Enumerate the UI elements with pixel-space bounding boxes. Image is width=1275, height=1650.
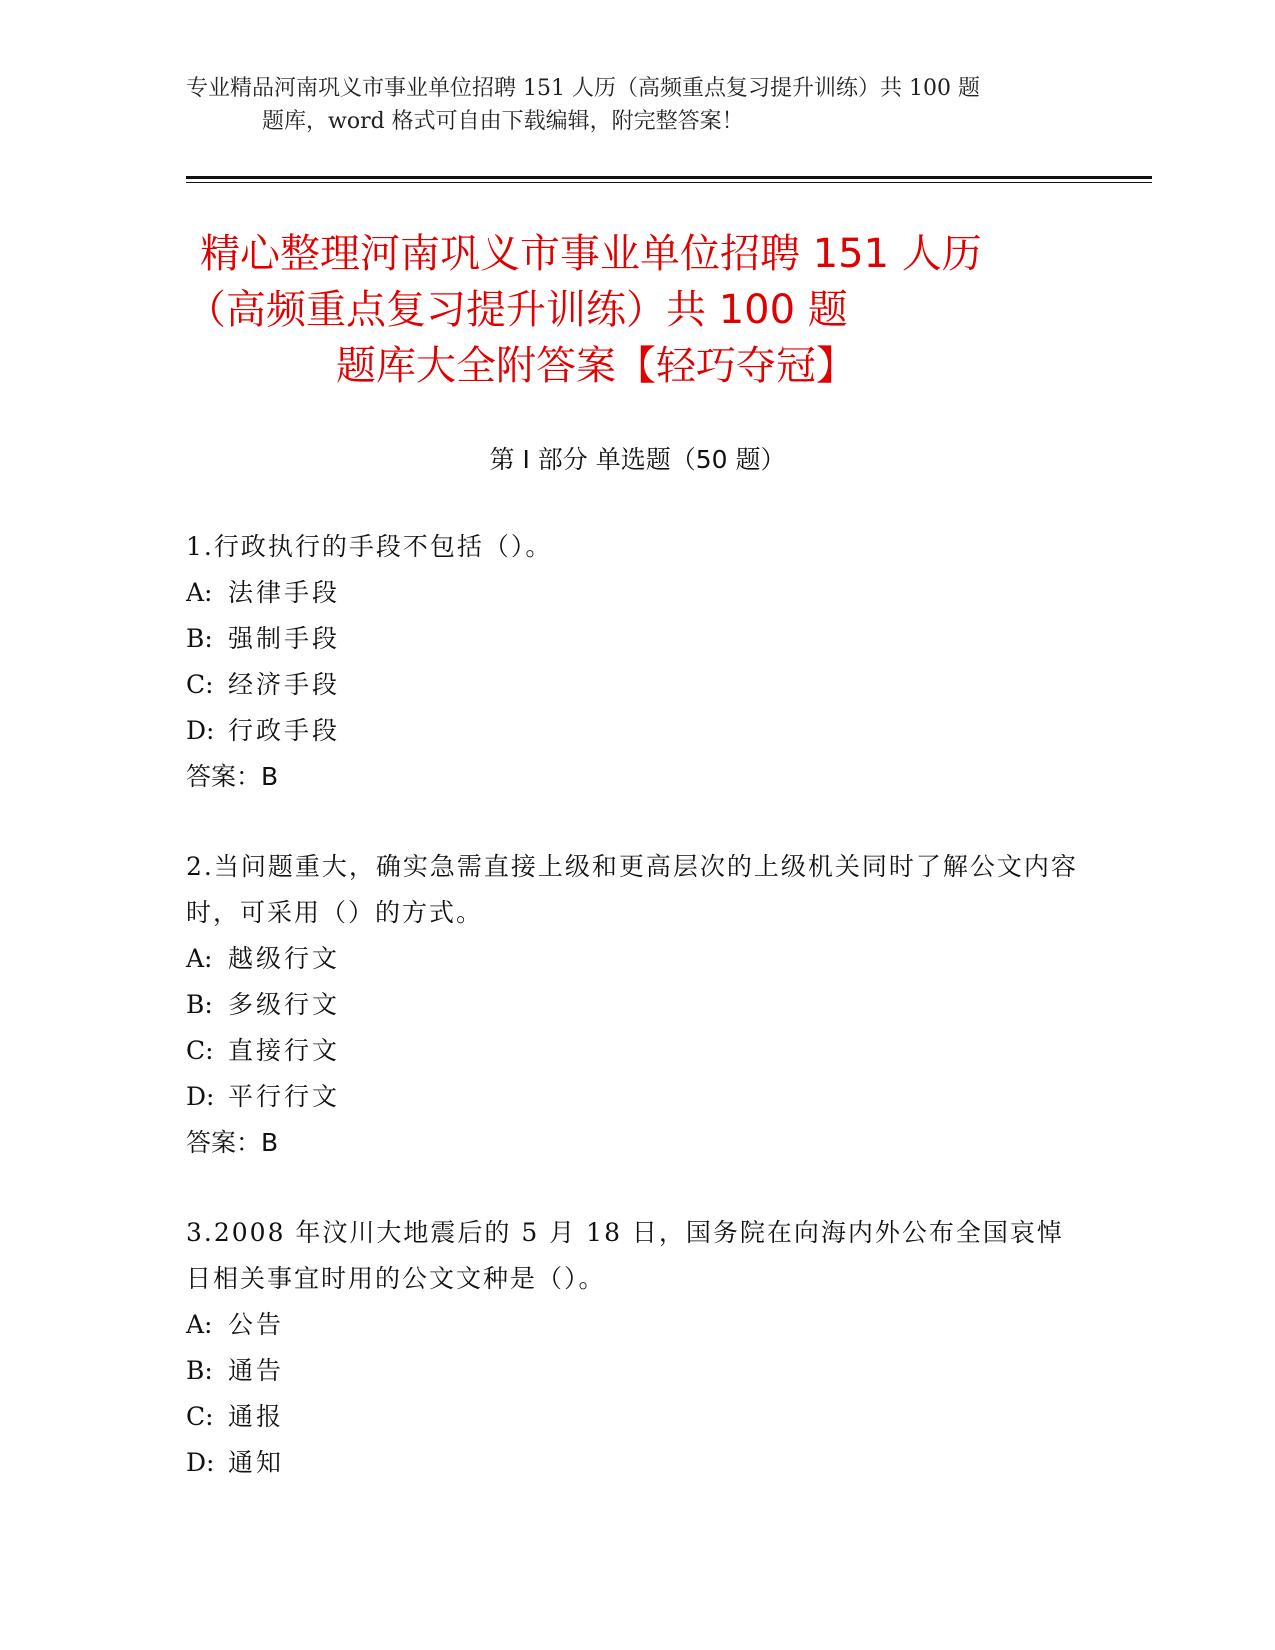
- question-stem: 2.当问题重大，确实急需直接上级和更高层次的上级机关同时了解公文内容时，可采用（）的方式。: [186, 852, 1078, 927]
- question-stem: 1.行政执行的手段不包括（）。: [186, 532, 553, 561]
- section-title: 第 I 部分 单选题（50 题）: [489, 445, 786, 474]
- option-b: [186, 1348, 1086, 1394]
- title-line-2: （高频重点复习提升训练）共 100 题: [186, 287, 848, 333]
- question-answer: 答案：B: [186, 1128, 279, 1157]
- option-text: 多级行文: [228, 990, 341, 1019]
- question-stem: 3.2008 年汶川大地震后的 5 月 18 日，国务院在向海内外公布全国哀悼日相关事宜时用的公文文种是（）。: [186, 1218, 1064, 1293]
- option-key: B:: [186, 624, 213, 653]
- option-text: 越级行文: [228, 944, 341, 973]
- option-c: [186, 1394, 1086, 1440]
- header-divider-thick: [186, 176, 1152, 179]
- question-1: [186, 524, 1086, 800]
- option-key: C:: [186, 670, 214, 699]
- header-line-1: 专业精品河南巩义市事业单位招聘 151 人历（高频重点复习提升训练）共 100 题: [186, 76, 980, 101]
- option-d: [186, 1074, 1086, 1120]
- option-key: D:: [186, 1082, 215, 1111]
- option-text: 强制手段: [228, 624, 341, 653]
- option-d: [186, 1440, 1086, 1486]
- option-text: 公告: [228, 1310, 285, 1339]
- header-note: [186, 72, 1086, 138]
- option-b: [186, 616, 1086, 662]
- title-line-3: 题库大全附答案【轻巧夺冠】: [336, 343, 856, 389]
- option-key: B:: [186, 1356, 213, 1385]
- option-key: D:: [186, 716, 215, 745]
- option-b: [186, 982, 1086, 1028]
- question-3: [186, 1210, 1086, 1486]
- option-key: C:: [186, 1402, 214, 1431]
- title-line-1: 精心整理河南巩义市事业单位招聘 151 人历: [200, 231, 982, 277]
- option-text: 通报: [228, 1402, 285, 1431]
- option-text: 直接行文: [228, 1036, 341, 1065]
- option-key: A:: [186, 1310, 213, 1339]
- header-divider-thin: [186, 182, 1152, 183]
- option-key: C:: [186, 1036, 214, 1065]
- option-key: B:: [186, 990, 213, 1019]
- question-answer: 答案：B: [186, 762, 279, 791]
- option-text: 通知: [228, 1448, 285, 1477]
- option-a: [186, 1302, 1086, 1348]
- option-text: 经济手段: [228, 670, 341, 699]
- option-text: 行政手段: [228, 716, 341, 745]
- question-2: [186, 844, 1086, 1166]
- option-text: 法律手段: [228, 578, 341, 607]
- option-a: [186, 570, 1086, 616]
- document-title: [186, 226, 1086, 394]
- option-key: A:: [186, 578, 213, 607]
- option-a: [186, 936, 1086, 982]
- question-list: [186, 524, 1086, 1530]
- option-c: [186, 1028, 1086, 1074]
- option-d: [186, 708, 1086, 754]
- option-key: D:: [186, 1448, 215, 1477]
- header-line-2: 题库，word 格式可自由下载编辑，附完整答案！: [262, 109, 744, 134]
- option-c: [186, 662, 1086, 708]
- option-text: 平行行文: [228, 1082, 341, 1111]
- option-text: 通告: [228, 1356, 285, 1385]
- option-key: A:: [186, 944, 213, 973]
